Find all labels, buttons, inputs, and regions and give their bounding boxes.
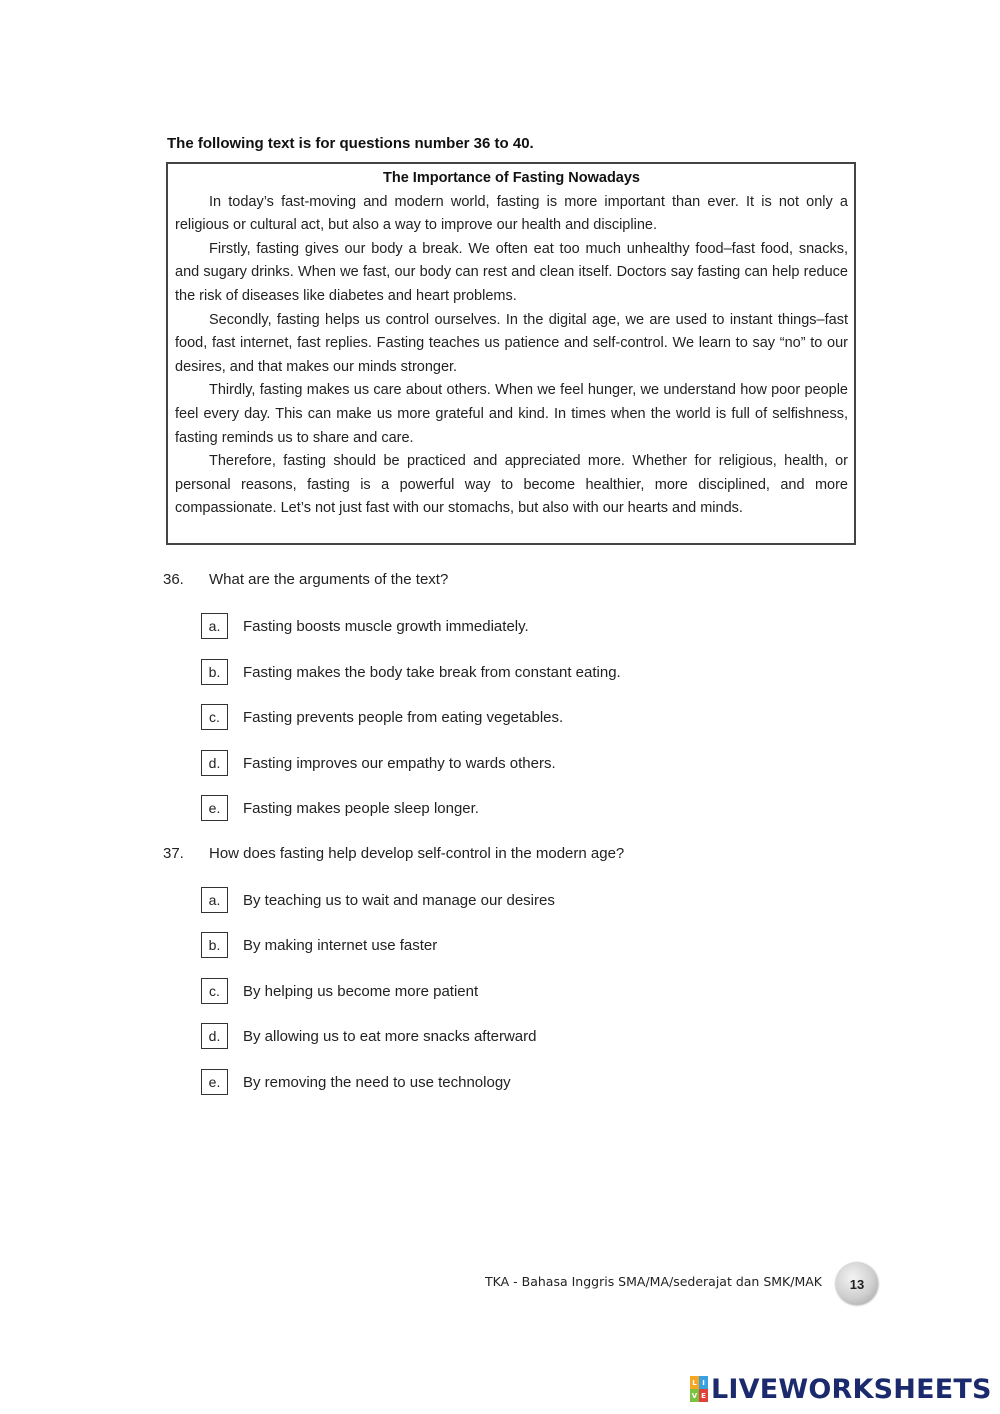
answer-checkbox[interactable]: a. — [201, 887, 228, 913]
option-text: By removing the need to use technology — [243, 1073, 511, 1091]
answer-checkbox[interactable]: d. — [201, 750, 228, 776]
q37-option-a[interactable] — [201, 886, 555, 914]
answer-checkbox[interactable]: b. — [201, 932, 228, 958]
answer-checkbox[interactable]: c. — [201, 978, 228, 1004]
passage-paragraph: In today’s fast-moving and modern world, fasting is more important than ever. It is not only a religious or cultural act, but also a way to improve our health and discipline. — [175, 193, 848, 234]
option-text: By teaching us to wait and manage our desires — [243, 891, 555, 909]
passage-paragraph: Thirdly, fasting makes us care about others. When we feel hunger, we understand how poor people feel every day. This can make us more grateful and kind. In times when the world is full of selfishness, fasting reminds us to share and care. — [175, 382, 848, 446]
answer-checkbox[interactable]: e. — [201, 795, 228, 821]
q37-option-d[interactable] — [201, 1022, 536, 1050]
passage-paragraph: Firstly, fasting gives our body a break. We often eat too much unhealthy food–fast food, snacks, and sugary drinks. When we fast, our body can rest and clean itself. Doctors say fasting can help reduce the risk of diseases like diabetes and heart problems. — [175, 240, 848, 304]
intro-instruction: The following text is for questions number 36 to 40. — [167, 135, 534, 152]
q36-option-a[interactable] — [201, 612, 529, 640]
question-37 — [163, 845, 624, 862]
option-text: Fasting prevents people from eating vegetables. — [243, 708, 564, 726]
answer-checkbox[interactable]: e. — [201, 1069, 228, 1095]
option-text: Fasting makes the body take break from constant eating. — [243, 663, 621, 681]
option-text: Fasting boosts muscle growth immediately. — [243, 617, 529, 635]
q37-option-c[interactable] — [201, 977, 478, 1005]
question-number: 36. — [163, 571, 184, 588]
option-text: Fasting improves our empathy to wards others. — [243, 754, 556, 772]
answer-checkbox[interactable]: c. — [201, 704, 228, 730]
logo-letter: I — [699, 1376, 708, 1389]
logo-letter: E — [699, 1389, 708, 1402]
question-number: 37. — [163, 845, 184, 862]
question-text: What are the arguments of the text? — [209, 571, 449, 588]
q36-option-b[interactable] — [201, 658, 621, 686]
reading-passage — [166, 162, 856, 545]
passage-paragraph: Therefore, fasting should be practiced and appreciated more. Whether for religious, health, or personal reasons, fasting is a powerful way to become healthier, more disciplined, and more compassionate. Let’s not just fast with our stomachs, but also with our hearts and minds. — [175, 453, 848, 517]
q37-option-e[interactable] — [201, 1068, 511, 1096]
passage-paragraph: Secondly, fasting helps us control ourselves. In the digital age, we are used to instant things–fast food, fast internet, fast replies. Fasting teaches us patience and self-control. We learn to say “no” to our desires, and that makes our minds stronger. — [175, 311, 848, 375]
option-text: By making internet use faster — [243, 936, 438, 954]
q36-option-d[interactable] — [201, 749, 556, 777]
answer-checkbox[interactable]: d. — [201, 1023, 228, 1049]
liveworksheets-brand — [690, 1372, 992, 1406]
logo-letter: V — [690, 1389, 699, 1402]
answer-checkbox[interactable]: b. — [201, 659, 228, 685]
answer-checkbox[interactable]: a. — [201, 613, 228, 639]
q36-option-e[interactable] — [201, 794, 479, 822]
brand-name: LIVEWORKSHEETS — [711, 1373, 992, 1405]
q36-option-c[interactable] — [201, 703, 563, 731]
page-number-badge: 13 — [836, 1263, 878, 1305]
q37-option-b[interactable] — [201, 931, 437, 959]
option-text: By allowing us to eat more snacks afterward — [243, 1027, 537, 1045]
liveworksheets-logo-icon — [690, 1376, 708, 1402]
option-text: By helping us become more patient — [243, 982, 479, 1000]
passage-title: The Importance of Fasting Nowadays — [382, 170, 640, 186]
footer-text: TKA - Bahasa Inggris SMA/MA/sederajat dan SMK/MAK — [485, 1274, 822, 1289]
option-text: Fasting makes people sleep longer. — [243, 799, 479, 817]
logo-letter: L — [690, 1376, 699, 1389]
question-36 — [163, 571, 448, 588]
question-text: How does fasting help develop self-control in the modern age? — [209, 845, 625, 862]
